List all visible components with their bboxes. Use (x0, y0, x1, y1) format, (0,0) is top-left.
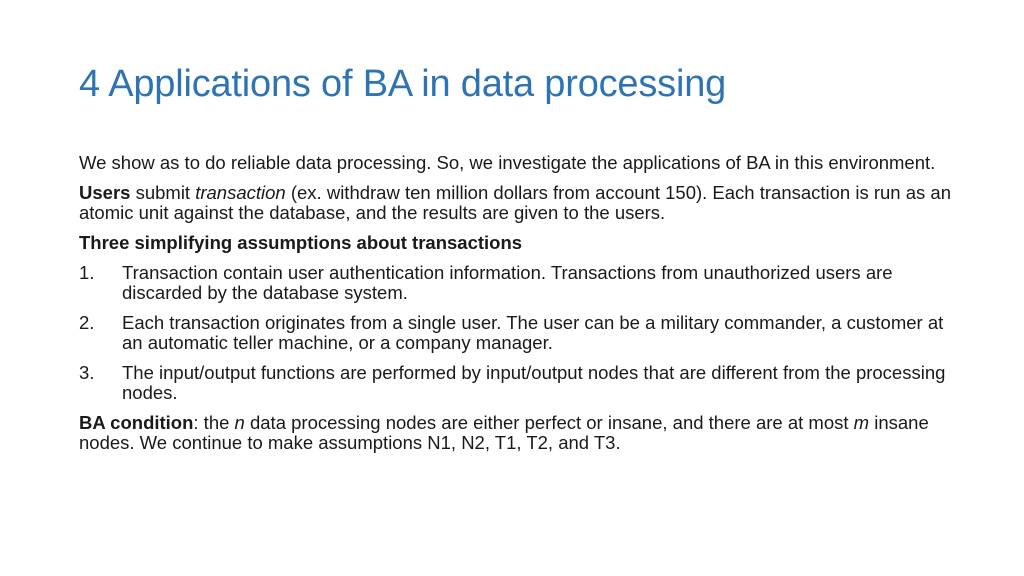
users-text-2: (ex. withdraw ten million dollars from account 150). Each transaction is run as an atomic unit against the database, and the results are given to the users. (79, 182, 951, 223)
list-item-text: Each transaction originates from a single user. The user can be a military commander, a customer at an automatic teller machine, or a company manager. (122, 312, 944, 353)
list-item (79, 363, 959, 403)
list-item (79, 263, 959, 303)
users-text-1: submit (130, 182, 196, 203)
assumptions-heading: Three simplifying assumptions about transactions (79, 232, 523, 253)
intro-paragraph: We show as to do reliable data processing. So, we investigate the applications of BA in this environment. (79, 152, 936, 173)
slide-body (79, 153, 959, 453)
list-item-number: 1. (79, 262, 95, 283)
list-item (79, 313, 959, 353)
list-item-text: The input/output functions are performed by input/output nodes that are different from the processing nodes. (122, 362, 946, 403)
ba-italic-n: n (234, 412, 245, 433)
ba-condition-bold-lead: BA condition (79, 412, 194, 433)
list-item-number: 3. (79, 362, 95, 383)
ba-text-3: insane nodes. We continue to make assumptions N1, N2, T1, T2, and T3. (79, 412, 929, 453)
ba-text-2: data processing nodes are either perfect or insane, and there are at most (244, 412, 854, 433)
ba-condition-paragraph (79, 413, 959, 453)
ba-italic-m: m (853, 412, 870, 433)
list-item-number: 2. (79, 312, 95, 333)
list-item-text: Transaction contain user authentication information. Transactions from unauthorized users are discarded by the database system. (122, 262, 893, 303)
users-italic-word: transaction (195, 182, 286, 203)
slide-title: 4 Applications of BA in data processing (79, 63, 727, 105)
users-paragraph (79, 183, 959, 223)
assumptions-list (79, 263, 959, 403)
ba-text-1: : the (193, 412, 235, 433)
users-bold-lead: Users (79, 182, 131, 203)
